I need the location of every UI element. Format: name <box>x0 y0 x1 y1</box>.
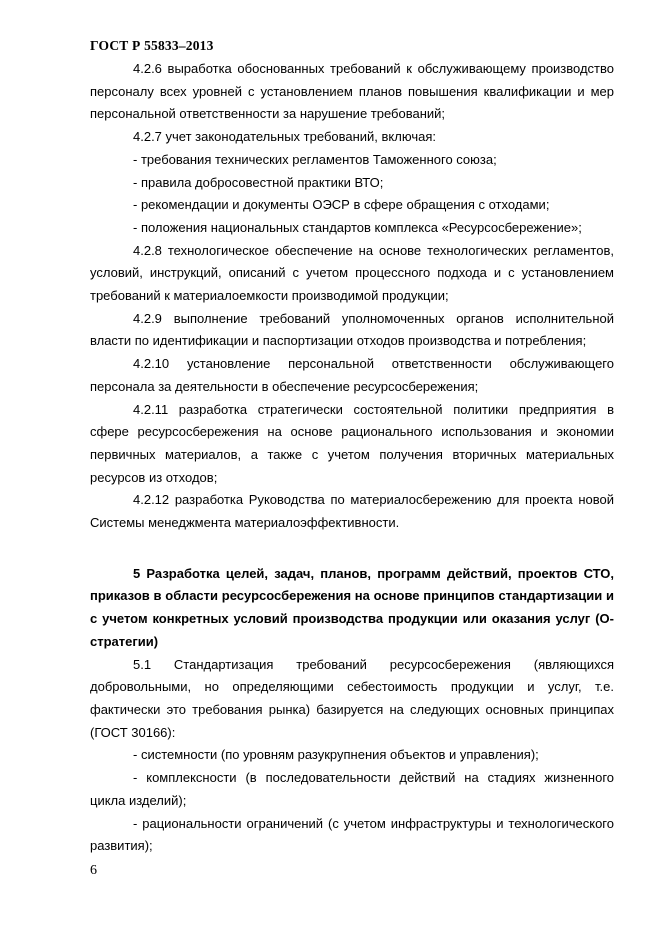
paragraph-4-2-6: 4.2.6 выработка обоснованных требований к обслуживающему производство персоналу всех уровней с установлением планов повышения квалификации и мер персональной ответственности за нарушение требований; <box>90 61 614 122</box>
list-item-oecd: - рекомендации и документы ОЭСР в сфере обращения с отходами; <box>133 197 550 213</box>
paragraph-5-1: 5.1 Стандартизация требований ресурсосбережения (являющихся добровольными, но определяющими себестоимость продукции и услуг, т.е. фактически это требования рынка) базируется на следующих основных принципах (ГОСТ 30166): <box>90 656 614 740</box>
page-number: 6 <box>90 863 97 878</box>
list-item-complex: - комплексности (в последовательности действий на стадиях жизненного цикла изделий); <box>90 770 614 808</box>
paragraph-4-2-7: 4.2.7 учет законодательных требований, включая: <box>133 129 436 145</box>
paragraph-4-2-9: 4.2.9 выполнение требований уполномоченных органов исполнительной власти по идентификации и паспортизации отходов производства и потребления; <box>90 310 614 349</box>
section-5-title: 5 Разработка целей, задач, планов, программ действий, проектов СТО, приказов в области ресурсосбережения на основе принципов стандартизации и с учетом конкретных условий производства продукции или оказания услуг (О-стратегии) <box>90 565 614 649</box>
paragraph-4-2-8: 4.2.8 технологическое обеспечение на основе технологических регламентов, условий, инструкций, описаний с учетом процессного подхода и с установлением требований к материалоемкости производимой продукции; <box>90 242 614 304</box>
list-item-systemic: - системности (по уровням разукрупнения объектов и управления); <box>133 747 539 763</box>
document-header: ГОСТ Р 55833–2013 <box>90 38 214 53</box>
list-item-wto: - правила добросовестной практики ВТО; <box>133 174 384 190</box>
list-item-customs-union: - требования технических регламентов Таможенного союза; <box>133 151 497 167</box>
paragraph-4-2-10: 4.2.10 установление персональной ответственности обслуживающего персонала за деятельности в обеспечение ресурсосбережения; <box>90 356 614 394</box>
list-item-national-standards: - положения национальных стандартов комплекса «Ресурсосбережение»; <box>133 219 582 235</box>
paragraph-4-2-11: 4.2.11 разработка стратегически состоятельной политики предприятия в сфере ресурсосбережения на основе рационального использования и экономии первичных материалов, а также с учетом получения вторичных материальных ресурсов из отходов; <box>90 401 614 485</box>
list-item-rational: - рациональности ограничений (с учетом инфраструктуры и технологического развития); <box>90 815 614 854</box>
paragraph-4-2-12: 4.2.12 разработка Руководства по материалосбережению для проекта новой Системы менеджмента материалоэффективности. <box>90 492 614 531</box>
page-body <box>90 58 614 858</box>
